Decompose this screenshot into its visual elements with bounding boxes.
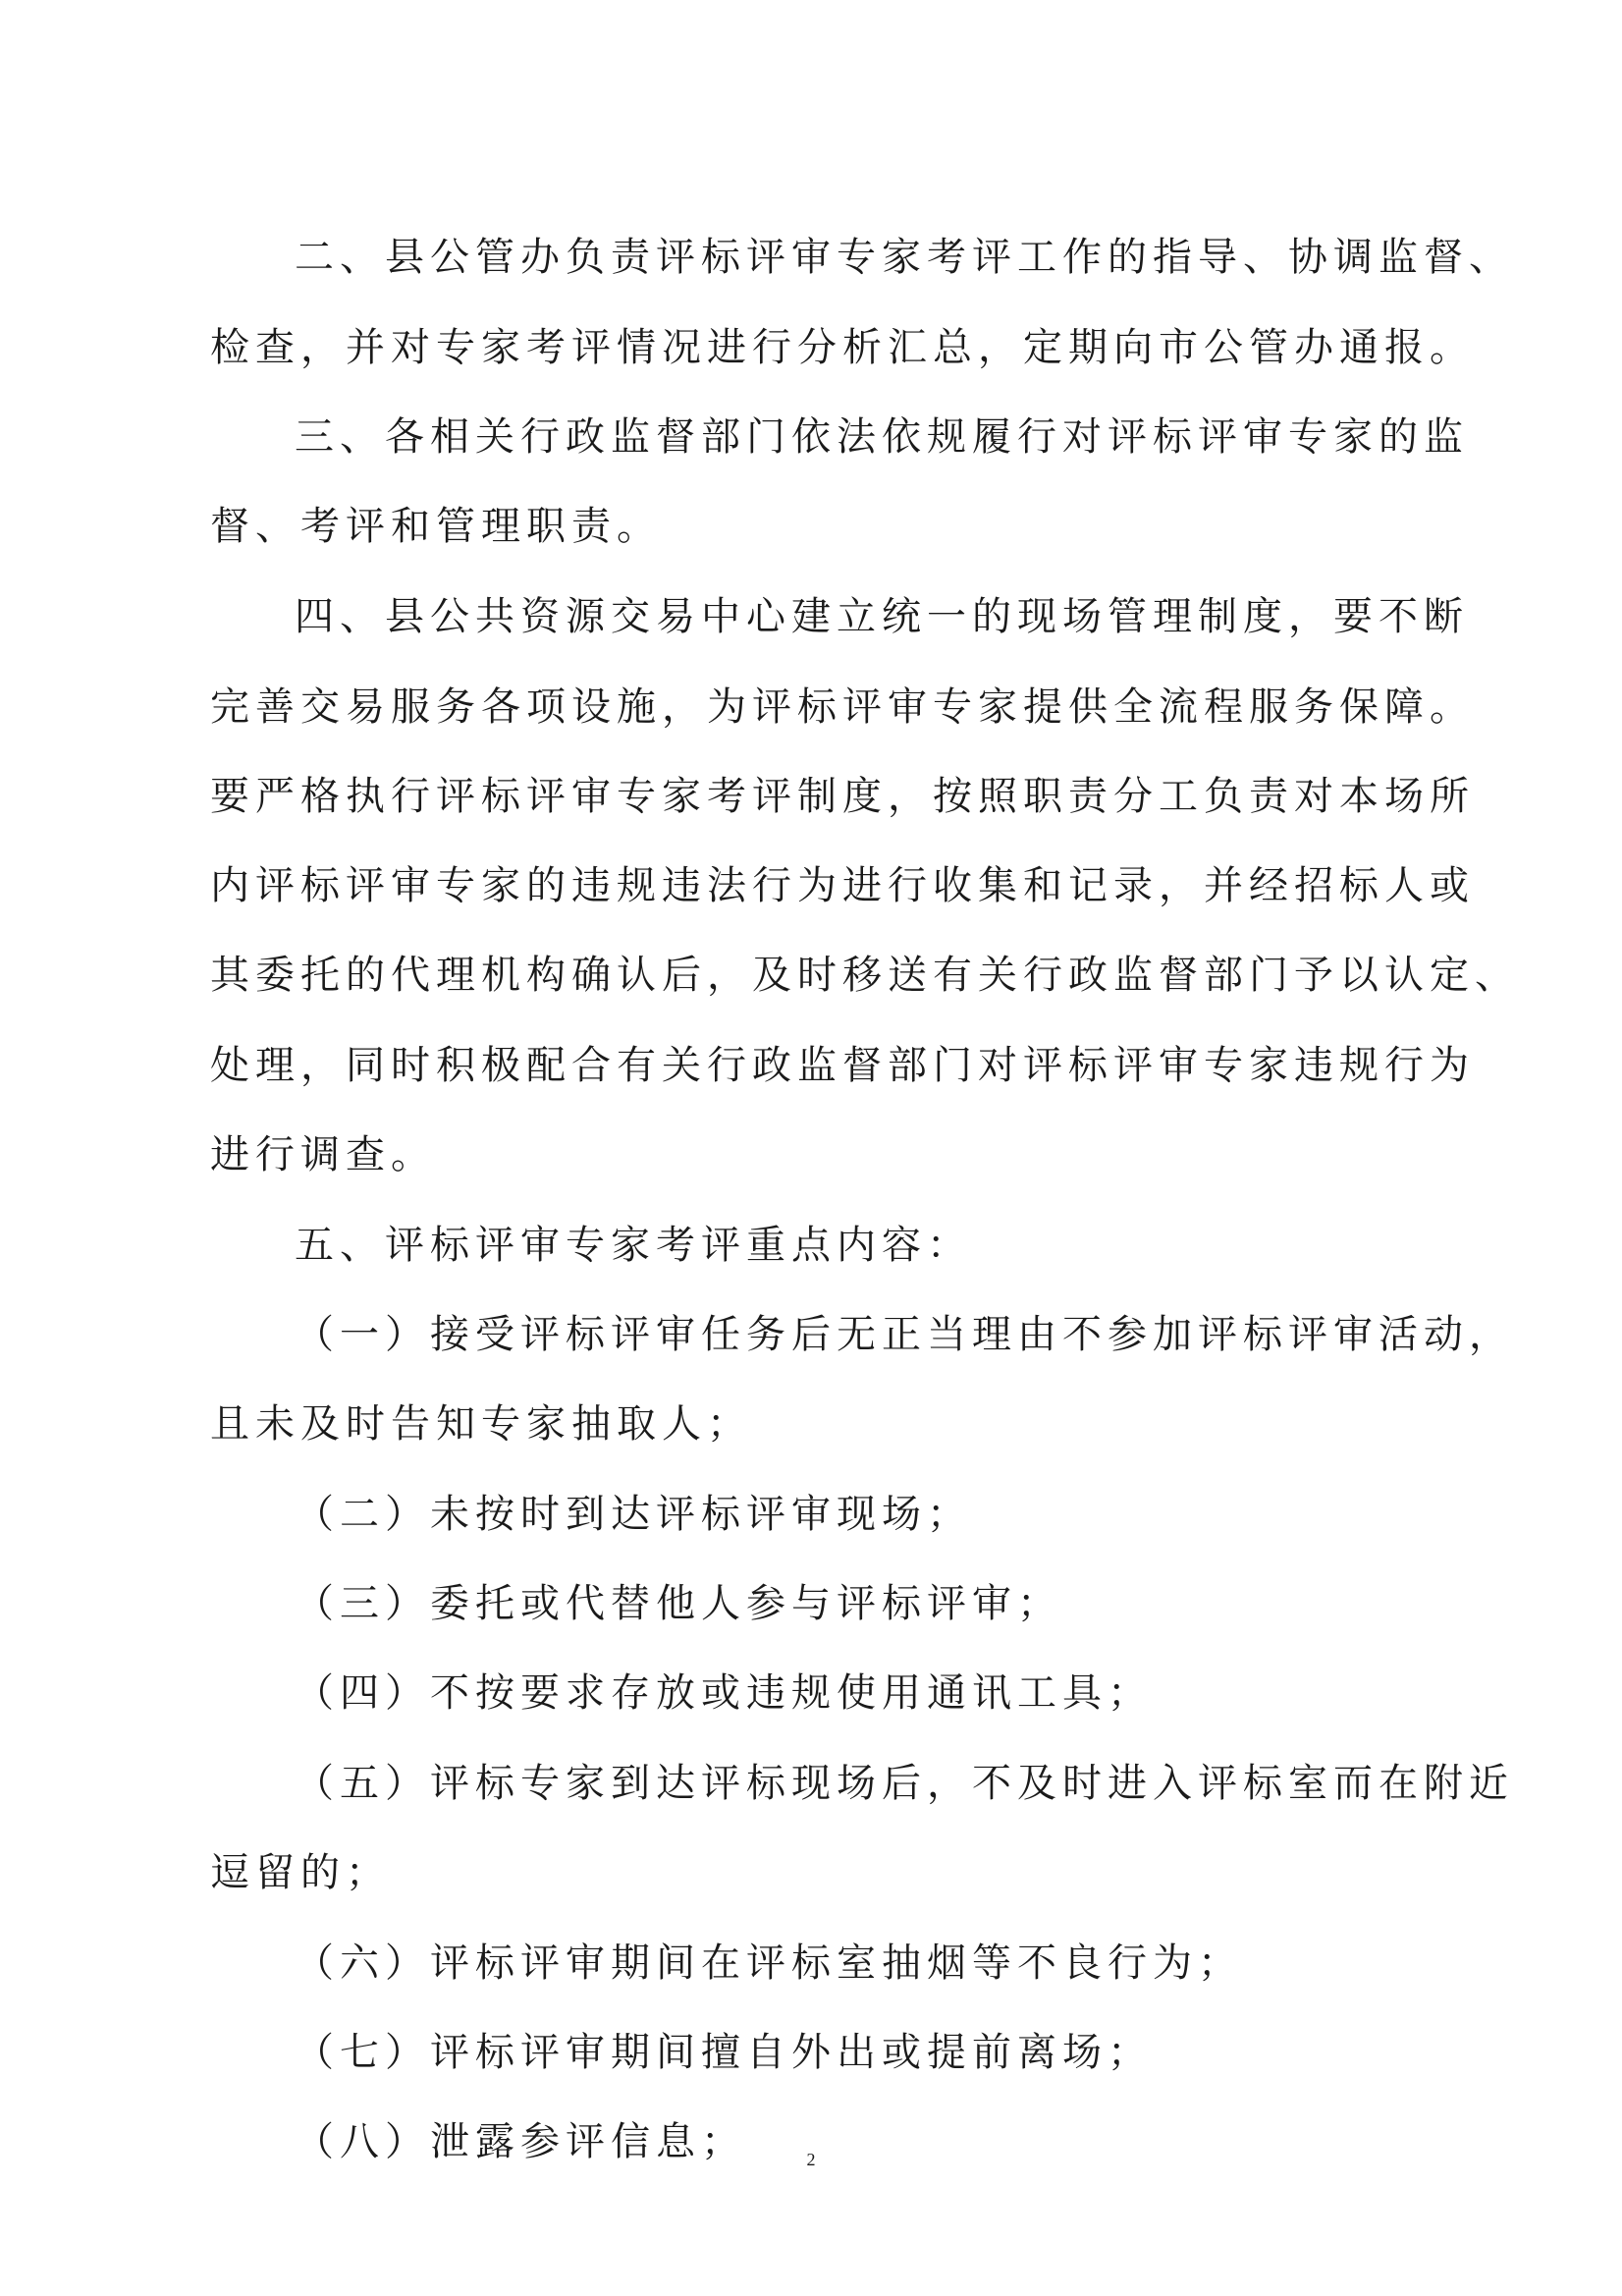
item-7: （七）评标评审期间擅自外出或提前离场； (295, 2030, 1153, 2075)
section-5-heading: 五、评标评审专家考评重点内容： (295, 1223, 972, 1268)
paragraph-4-line-3: 要严格执行评标评审专家考评制度，按照职责分工负责对本场所 (210, 774, 1475, 819)
item-3: （三）委托或代替他人参与评标评审； (295, 1581, 1062, 1626)
paragraph-4-line-7: 进行调查。 (210, 1132, 436, 1177)
item-5-line-2: 逗留的； (210, 1850, 391, 1895)
item-1-line-1: （一）接受评标评审任务后无正当理由不参加评标评审活动， (295, 1312, 1514, 1357)
item-4: （四）不按要求存放或违规使用通讯工具； (295, 1670, 1153, 1716)
item-5-line-1: （五）评标专家到达评标现场后，不及时进入评标室而在附近 (295, 1761, 1514, 1806)
paragraph-4-line-2: 完善交易服务各项设施，为评标评审专家提供全流程服务保障。 (210, 684, 1475, 730)
item-2: （二）未按时到达评标评审现场； (295, 1492, 972, 1537)
paragraph-4-line-1: 四、县公共资源交易中心建立统一的现场管理制度，要不断 (295, 594, 1469, 639)
paragraph-2-line-1: 二、县公管办负责评标评审专家考评工作的指导、协调监督、 (295, 235, 1514, 280)
paragraph-4-line-6: 处理，同时积极配合有关行政监督部门对评标评审专家违规行为 (210, 1043, 1475, 1088)
paragraph-3-line-1: 三、各相关行政监督部门依法依规履行对评标评审专家的监 (295, 414, 1469, 460)
item-8: （八）泄露参评信息； (295, 2119, 746, 2164)
paragraph-4-line-4: 内评标评审专家的违规违法行为进行收集和记录，并经招标人或 (210, 863, 1475, 908)
item-6: （六）评标评审期间在评标室抽烟等不良行为； (295, 1941, 1243, 1986)
paragraph-3-line-2: 督、考评和管理职责。 (210, 504, 662, 549)
page-number: 2 (806, 2150, 816, 2169)
item-1-line-2: 且未及时告知专家抽取人； (210, 1401, 752, 1447)
paragraph-4-line-5: 其委托的代理机构确认后，及时移送有关行政监督部门予以认定、 (210, 953, 1520, 998)
paragraph-2-line-2: 检查，并对专家考评情况进行分析汇总，定期向市公管办通报。 (210, 325, 1475, 370)
